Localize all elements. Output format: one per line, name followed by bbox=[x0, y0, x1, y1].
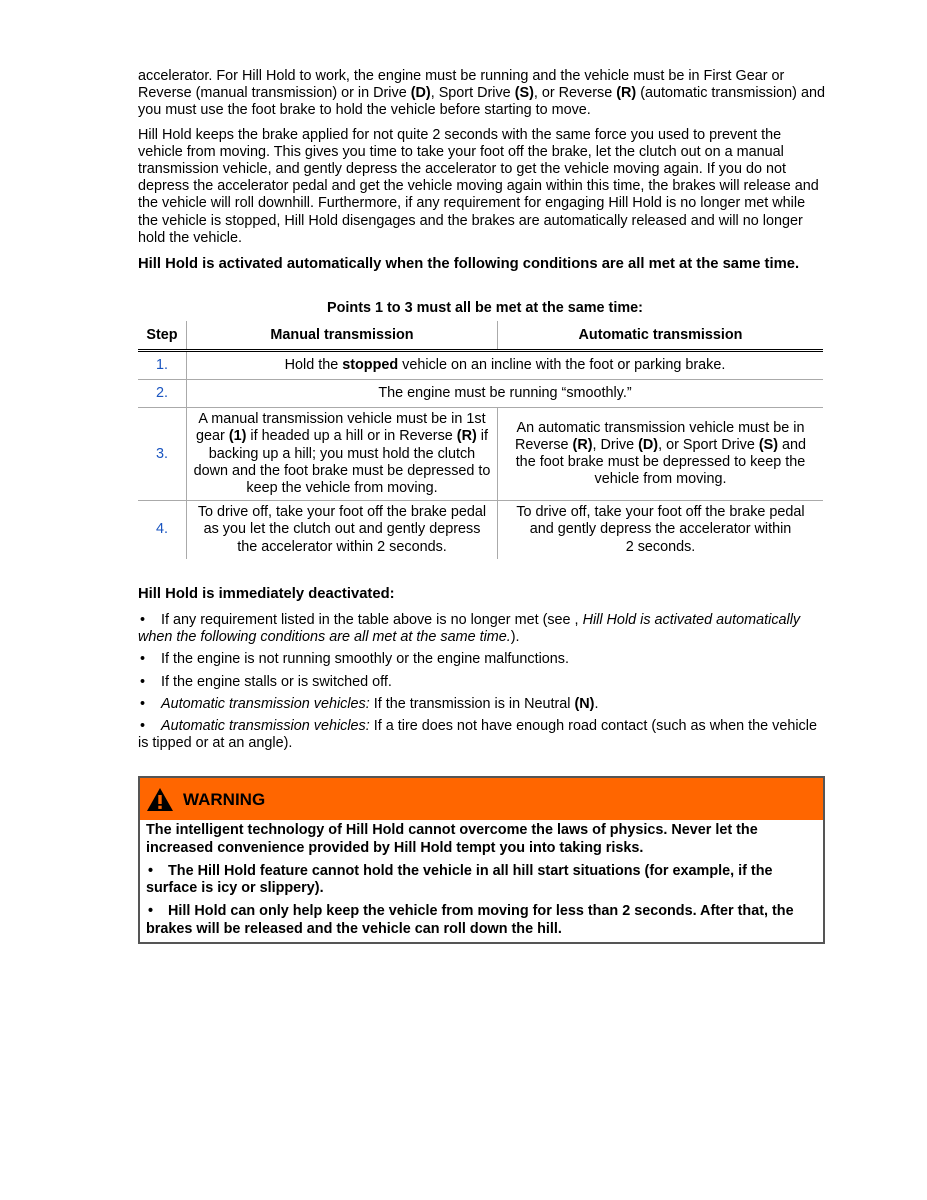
warning-header bbox=[140, 778, 823, 820]
bullet: • bbox=[140, 651, 146, 668]
activated-heading: Hill Hold is activated automatically when the following conditions are all met at the same time. bbox=[138, 256, 800, 273]
manual-cell: A manual transmission vehicle must be in 1st gear (1) if headed up a hill or in Reverse (R) if backing up a hill; you must hold the clutch down and the foot brake must be depressed to keep the vehicle from moving. bbox=[187, 408, 498, 501]
automatic-cell: To drive off, take your foot off the brake pedal and gently depress the accelerator within 2 seconds. bbox=[498, 501, 824, 559]
list-item: • If the engine is not running smoothly or the engine malfunctions. bbox=[140, 651, 569, 668]
intro-paragraph-2: Hill Hold keeps the brake applied for not quite 2 seconds with the same force you used to prevent the vehicle from moving. This gives you time to take your foot off the brake, let the clutch out on a manual transmission vehicle, and gently depress the accelerator to get the vehicle moving again. If you do not depress the accelerator pedal and get the vehicle moving again within this time, the brakes will release and the vehicle will roll downhill. Furthermore, if any requirement for engaging Hill Hold is no longer met while the vehicle is stopped, Hill Hold disengages and the brakes are automatically released and will no longer hold the vehicle. bbox=[138, 126, 819, 246]
bullet: • bbox=[140, 695, 146, 712]
intro-paragraph-1: accelerator. For Hill Hold to work, the engine must be running and the vehicle must be in First Gear or Reverse (manual transmission) or in Drive (D), Sport Drive (S), or Reverse (R) (automatic transmission) and you must use the foot brake to hold the vehicle before starting to move. bbox=[138, 68, 825, 119]
header-step: Step bbox=[138, 321, 187, 351]
table-row bbox=[138, 351, 823, 380]
bullet: • bbox=[140, 718, 146, 735]
list-item: • Automatic transmission vehicles: If the transmission is in Neutral (N). bbox=[140, 695, 599, 712]
list-item: • If any requirement listed in the table above is no longer met (see , Hill Hold is activated automatically when the following conditions are all met at the same time.). bbox=[138, 612, 801, 646]
table-row bbox=[138, 380, 823, 408]
manual-cell: To drive off, take your foot off the brake pedal as you let the clutch out and gently depress the accelerator within 2 seconds. bbox=[187, 501, 498, 559]
conditions-table bbox=[138, 321, 823, 559]
table-row bbox=[138, 501, 823, 559]
warning-list-item: • The Hill Hold feature cannot hold the vehicle in all hill start situations (for example, if the surface is icy or slippery). bbox=[146, 862, 773, 897]
list-item: • Automatic transmission vehicles: If a tire does not have enough road contact (such as when the vehicle is tipped or at an angle). bbox=[138, 718, 817, 752]
warning-title: WARNING bbox=[183, 789, 266, 809]
warning-box bbox=[138, 776, 825, 943]
table-row bbox=[138, 408, 823, 501]
list-item: • If the engine stalls or is switched off. bbox=[140, 673, 392, 690]
row-text: Hold the stopped vehicle on an incline with the foot or parking brake. bbox=[187, 351, 824, 380]
deactivated-heading: Hill Hold is immediately deactivated: bbox=[138, 585, 395, 602]
automatic-cell: An automatic transmission vehicle must be in Reverse (R), Drive (D), or Sport Drive (S) and the foot brake must be depressed to keep the vehicle from moving. bbox=[498, 408, 824, 501]
step-number: 3. bbox=[138, 408, 187, 501]
header-manual: Manual transmission bbox=[187, 321, 498, 351]
table-header-row bbox=[138, 321, 823, 351]
table-caption: Points 1 to 3 must all be met at the same time: bbox=[327, 300, 643, 317]
warning-list-item: • Hill Hold can only help keep the vehicle from moving for less than 2 seconds. After that, the brakes will be released and the vehicle can roll down the hill. bbox=[146, 903, 794, 937]
page-content bbox=[138, 68, 826, 944]
header-automatic: Automatic transmission bbox=[498, 321, 824, 351]
bullet: • bbox=[148, 862, 154, 879]
warning-triangle-icon bbox=[146, 787, 174, 812]
warning-paragraph: The intelligent technology of Hill Hold cannot overcome the laws of physics. Never let the increased convenience provided by Hill Hold tempt you into taking risks. bbox=[146, 822, 758, 856]
bullet: • bbox=[148, 903, 154, 920]
step-number: 2. bbox=[138, 380, 187, 408]
step-number: 4. bbox=[138, 501, 187, 559]
bullet: • bbox=[140, 612, 146, 629]
row-text: The engine must be running “smoothly.” bbox=[187, 380, 824, 408]
step-number: 1. bbox=[138, 351, 187, 380]
bullet: • bbox=[140, 673, 146, 690]
warning-body bbox=[140, 820, 823, 941]
